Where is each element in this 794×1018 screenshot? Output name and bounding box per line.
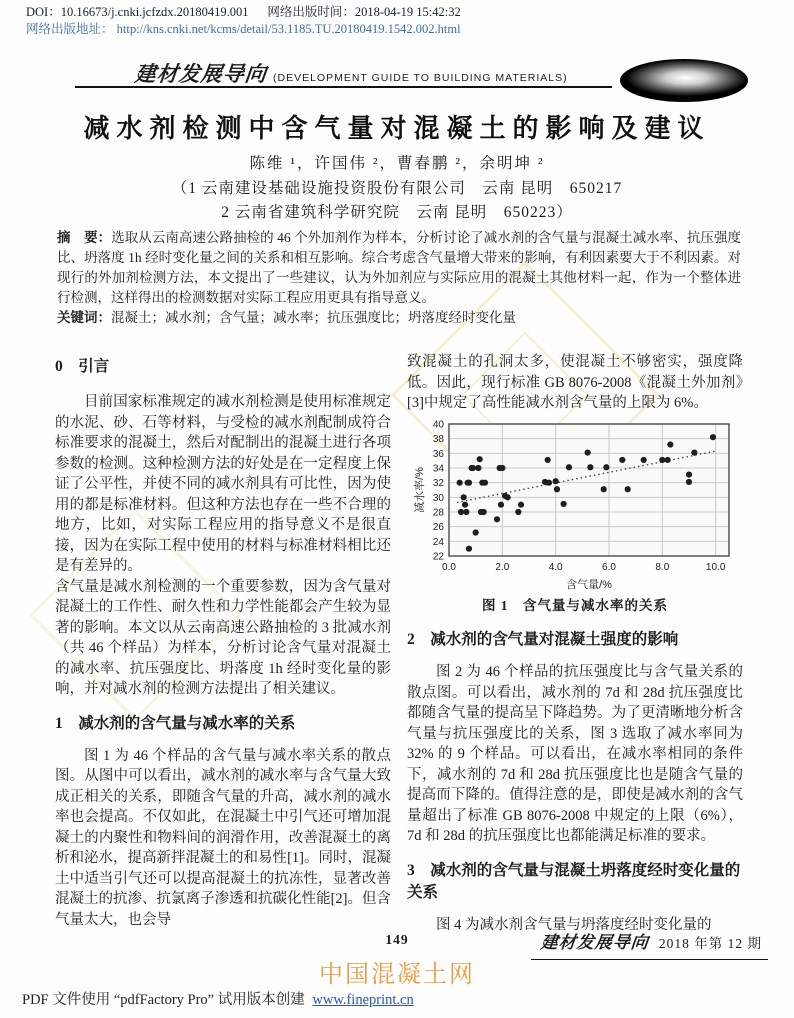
figure-1-caption: 图 1 含气量与减水率的关系 (481, 597, 669, 613)
figure-1 (407, 418, 743, 617)
svg-text:0.0: 0.0 (442, 561, 456, 573)
right-column (407, 352, 743, 935)
authors-line: 陈维 ¹，许国伟 ²，曹春鹏 ²，余明坤 ² (249, 155, 545, 172)
svg-text:32: 32 (432, 477, 444, 489)
svg-text:38: 38 (432, 433, 444, 445)
site-watermark-text: 中国混凝土网 (319, 961, 475, 988)
affiliation-line-2: 2 云南省建筑科学研究院 云南 昆明 650223） (221, 204, 573, 221)
online-pub-time: 网络出版时间：2018-04-19 15:42:32 (267, 5, 461, 19)
svg-text:28: 28 (432, 507, 444, 518)
abstract-text: 选取从云南高速公路抽检的 46 个外加剂作为样本，分析讨论了减水剂的含气量与混凝土减水率、抗压强度比、坍落度 1h 经时变化量之间的关系和相互影响。综合考虑含气量增大带来的影响，有利因素要大于不利因素。对现行的外加剂检测方法，本文提出了一些建议，认为外加剂应与实际应用的混凝土其他材料一起，作为一个整体进行检测，这样得出的检测数据对实际工程应用更具有指导意义。 (57, 230, 742, 305)
figure-1-scatter-chart (413, 418, 737, 594)
doi-line (26, 4, 461, 21)
section1-paragraph-continued: 致混凝土的孔洞太多，使混凝土不够密实，强度降低。因此，现行标准 GB 8076-2008《混凝土外加剂》[3]中规定了高性能减水剂含气量的上限为 6%。 (407, 354, 743, 411)
issue-label: 2018 年第 12 期 (658, 936, 762, 951)
section-heading-1: 1 减水剂的含气量与减水率的关系 (55, 714, 296, 732)
journal-logo: 建材发展导向 (133, 61, 269, 86)
page-title: 减水剂检测中含气量对混凝土的影响及建议 (83, 113, 711, 143)
svg-text:4.0: 4.0 (548, 561, 563, 573)
keywords-paragraph (57, 308, 741, 328)
masthead-ellipse-graphic (620, 59, 748, 102)
intro-paragraph-1: 目前国家标准规定的减水剂检测是使用标准规定的水泥、砂、石等材料，与受检的减水剂配制成符合标准要求的混凝土，然后对配制出的混凝土进行各项参数的检测。这种检测方法的好处是在一定程度上保证了公平性，并使不同的减水剂具有可比性，因为使用的都是标准材料。但这种方法也存在一些不合理的地方，比如，对实际工程应用的指导意义不是很直接，因为在实际工程中使用的材料与标准材料相比还是有差异的。 (55, 394, 391, 574)
svg-text:含气量/%: 含气量/% (566, 578, 612, 591)
section3-paragraph: 图 4 为减水剂含气量与坍落度经时变化量的 (436, 916, 712, 933)
left-column (55, 352, 391, 935)
svg-text:22: 22 (432, 551, 444, 562)
pdf-notice-text: PDF 文件使用 “pdfFactory Pro” 试用版本创建 (22, 992, 305, 1008)
page-number: 149 (385, 932, 409, 947)
masthead-rule (75, 86, 612, 88)
section-heading-0: 0 引言 (55, 358, 110, 375)
svg-text:36: 36 (432, 448, 444, 460)
online-pub-address-line (26, 21, 461, 38)
body-columns (55, 352, 743, 935)
section-heading-2: 2 减水剂的含气量对混凝土强度的影响 (407, 631, 679, 648)
svg-text:30: 30 (432, 492, 444, 504)
publication-meta (26, 4, 461, 38)
abstract-block (57, 228, 741, 328)
abstract-label: 摘 要： (57, 230, 112, 245)
section1-paragraph: 图 1 为 46 个样品的含气量与减水率关系的散点图。从图中可以看出，减水剂的减水率与含气量大致成正相关的关系，即随含气量的升高，减水剂的减水率也会提高。不仅如此，在混凝土中引气还可增加混凝土的内聚性和物料间的润滑作用，改善混凝土的离析和泌水，提高新拌混凝土的和易性[1]。同时，混凝土中适当引气还可以提高混凝土的抗冻性，显著改善混凝土的抗渗、抗氯离子渗透和抗碳化性能[2]。但含气量太大，也会导 (55, 747, 391, 928)
svg-text:8.0: 8.0 (655, 561, 670, 573)
svg-text:减水率/%: 减水率/% (414, 466, 426, 513)
online-pub-address-label: 网络出版地址： (26, 22, 114, 36)
section2-paragraph: 图 2 为 46 个样品的抗压强度比与含气量关系的散点图。可以看出，减水剂的 7d 和 28d 抗压强度比都随含气量的提高呈下降趋势。为了更清晰地分析含气量与抗压强度比的关系，图 3 选取了减水率同为 32% 的 9 个样品。可以看出，在减水率相同的条件下，减水剂的 7d 和 28d 抗压强度比也是随含气量的提高而下降的。值得注意的是，即使是减水剂的含气量超出了标准 GB 8076-2008 中规定的上限（6%），7d 和 28d 的抗压强度比也都能满足标准的要求。 (407, 664, 743, 844)
svg-text:24: 24 (432, 536, 444, 548)
svg-text:40: 40 (432, 419, 444, 430)
section-heading-3: 3 减水剂的含气量与混凝土坍落度经时变化量的关系 (407, 861, 741, 901)
journal-masthead (0, 52, 794, 108)
online-pub-address-link[interactable]: http://kns.cnki.net/kcms/detail/53.1185.TU.20180419.1542.002.html (116, 22, 461, 36)
pdf-factory-notice (22, 988, 414, 1009)
fineprint-link[interactable]: www.fineprint.cn (312, 992, 414, 1008)
affiliation-line-1: （1 云南建设基础设施投资股份有限公司 云南 昆明 650217 (171, 180, 623, 197)
svg-text:6.0: 6.0 (602, 561, 616, 573)
svg-text:2.0: 2.0 (495, 561, 510, 573)
svg-text:34: 34 (432, 463, 444, 474)
journal-logo-subtitle: (DEVELOPMENT GUIDE TO BUILDING MATERIALS) (273, 72, 568, 84)
svg-text:10.0: 10.0 (705, 561, 726, 573)
journal-footer-logo: 建材发展导向 (539, 933, 650, 953)
keywords-text: 混凝土；减水剂；含气量；减水率；抗压强度比；坍落度经时变化量 (111, 310, 516, 325)
keywords-label: 关键词： (57, 310, 111, 325)
abstract-paragraph (57, 228, 741, 308)
doi-text: DOI：10.16673/j.cnki.jcfzdx.20180419.001 (26, 5, 249, 19)
svg-text:26: 26 (432, 521, 444, 533)
intro-paragraph-2: 含气量是减水剂检测的一个重要参数，因为含气量对混凝土的工作性、耐久性和力学性能都会产生较为显著的影响。本文以从云南高速公路抽检的 3 批减水剂（共 46 个样品）为样本，分析讨论含气量对混凝土的减水率、抗压强度比、坍落度 1h 经时变化量的影响，并对减水剂的检测方法提出了相关建议。 (55, 578, 391, 697)
